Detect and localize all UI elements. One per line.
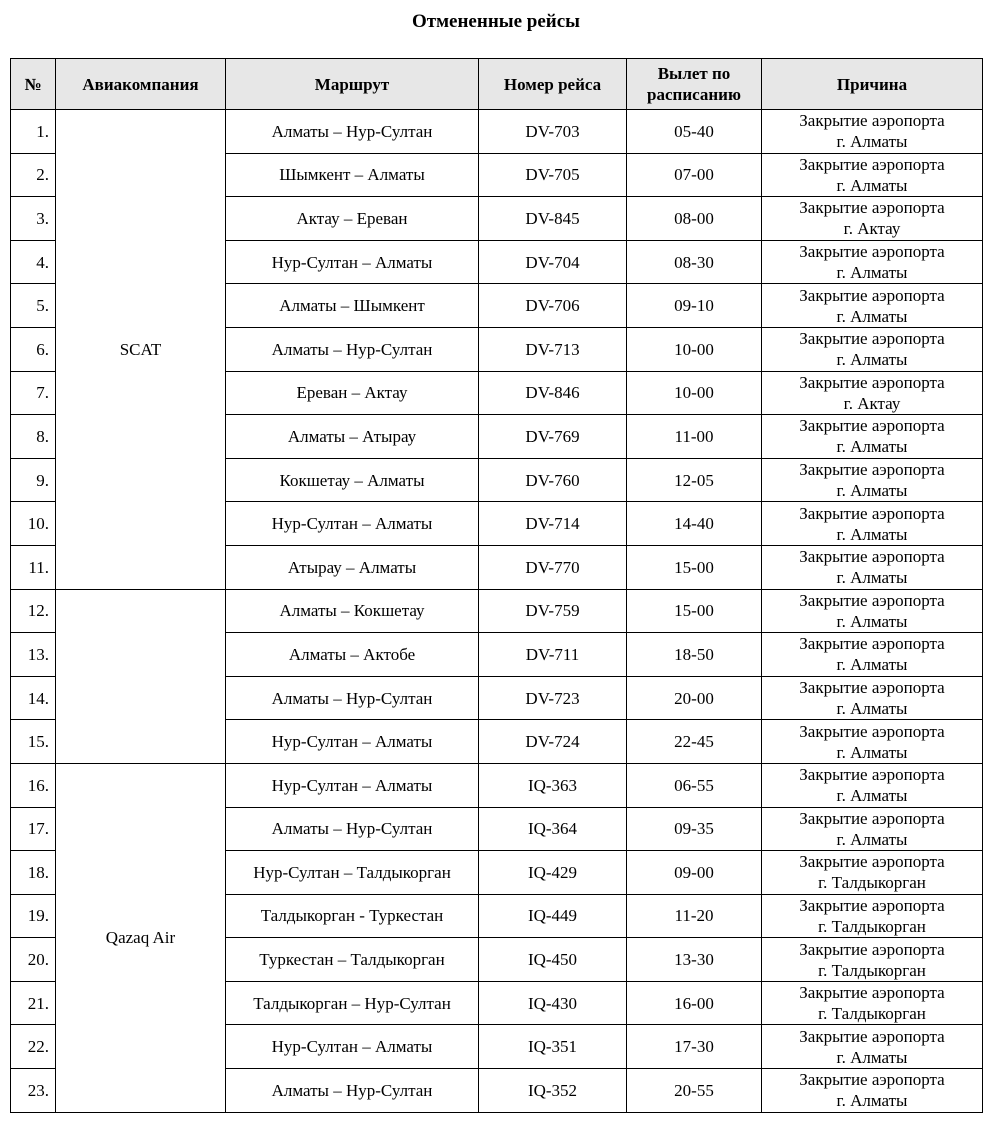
reason-text: Закрытие аэропорта	[799, 852, 945, 872]
reason-city: г. Алматы	[836, 655, 908, 675]
reason-city: г. Талдыкорган	[818, 916, 926, 936]
table-body	[11, 110, 983, 1113]
reason-city: г. Алматы	[836, 1047, 908, 1067]
route-cell: Талдыкорган – Нур-Султан	[226, 981, 479, 1025]
route-cell: Туркестан – Талдыкорган	[226, 938, 479, 982]
row-number: 4.	[11, 240, 56, 284]
reason-cell	[762, 240, 983, 284]
departure-time-cell: 18-50	[627, 633, 762, 677]
flight-number-cell: DV-845	[479, 197, 627, 241]
route-cell: Алматы – Нур-Султан	[226, 1069, 479, 1113]
reason-text: Закрытие аэропорта	[799, 372, 945, 392]
flight-number-cell: DV-724	[479, 720, 627, 764]
departure-time-cell: 08-30	[627, 240, 762, 284]
flight-number-cell: DV-704	[479, 240, 627, 284]
reason-city: г. Алматы	[836, 742, 908, 762]
reason-text: Закрытие аэропорта	[799, 242, 945, 262]
reason-city: г. Алматы	[836, 437, 908, 457]
departure-time-cell: 15-00	[627, 545, 762, 589]
reason-city: г. Алматы	[836, 132, 908, 152]
flight-number-cell: DV-713	[479, 327, 627, 371]
route-cell: Алматы – Нур-Султан	[226, 807, 479, 851]
flight-number-cell: IQ-351	[479, 1025, 627, 1069]
route-cell: Атырау – Алматы	[226, 545, 479, 589]
departure-time-cell: 12-05	[627, 458, 762, 502]
departure-time-cell: 09-00	[627, 851, 762, 895]
departure-time-cell: 10-00	[627, 327, 762, 371]
row-number: 19.	[11, 894, 56, 938]
reason-cell	[762, 763, 983, 807]
reason-city: г. Алматы	[836, 263, 908, 283]
flight-number-cell: IQ-363	[479, 763, 627, 807]
flight-number-cell: IQ-450	[479, 938, 627, 982]
airline-cell: SCAT	[56, 110, 226, 590]
reason-cell	[762, 807, 983, 851]
departure-time-cell: 17-30	[627, 1025, 762, 1069]
reason-text: Закрытие аэропорта	[799, 460, 945, 480]
reason-cell	[762, 458, 983, 502]
reason-city: г. Алматы	[836, 524, 908, 544]
reason-text: Закрытие аэропорта	[799, 1026, 945, 1046]
reason-text: Закрытие аэропорта	[799, 765, 945, 785]
reason-cell	[762, 502, 983, 546]
departure-time-cell: 11-20	[627, 894, 762, 938]
departure-time-cell: 14-40	[627, 502, 762, 546]
flight-number-cell: DV-714	[479, 502, 627, 546]
reason-cell	[762, 851, 983, 895]
reason-city: г. Талдыкорган	[818, 1004, 926, 1024]
header-row	[11, 59, 983, 110]
reason-city: г. Талдыкорган	[818, 873, 926, 893]
route-cell: Алматы – Нур-Султан	[226, 110, 479, 154]
row-number: 22.	[11, 1025, 56, 1069]
header-num: №	[11, 59, 56, 110]
reason-cell	[762, 1069, 983, 1113]
row-number: 1.	[11, 110, 56, 154]
reason-text: Закрытие аэропорта	[799, 808, 945, 828]
departure-time-cell: 22-45	[627, 720, 762, 764]
reason-city: г. Алматы	[836, 786, 908, 806]
reason-text: Закрытие аэропорта	[799, 416, 945, 436]
row-number: 5.	[11, 284, 56, 328]
route-cell: Кокшетау – Алматы	[226, 458, 479, 502]
reason-cell	[762, 327, 983, 371]
route-cell: Ереван – Актау	[226, 371, 479, 415]
cancelled-flights-table	[10, 58, 983, 1113]
row-number: 6.	[11, 327, 56, 371]
row-number: 8.	[11, 415, 56, 459]
reason-text: Закрытие аэропорта	[799, 895, 945, 915]
header-airline: Авиакомпания	[56, 59, 226, 110]
row-number: 12.	[11, 589, 56, 633]
route-cell: Алматы – Шымкент	[226, 284, 479, 328]
reason-cell	[762, 110, 983, 154]
table-row	[11, 763, 983, 807]
reason-cell	[762, 545, 983, 589]
departure-time-cell: 08-00	[627, 197, 762, 241]
reason-cell	[762, 197, 983, 241]
reason-city: г. Алматы	[836, 1091, 908, 1111]
reason-cell	[762, 1025, 983, 1069]
reason-cell	[762, 284, 983, 328]
row-number: 21.	[11, 981, 56, 1025]
header-flight-number: Номер рейса	[479, 59, 627, 110]
reason-cell	[762, 371, 983, 415]
reason-city: г. Алматы	[836, 481, 908, 501]
reason-city: г. Алматы	[836, 611, 908, 631]
table-row	[11, 110, 983, 154]
reason-cell	[762, 633, 983, 677]
route-cell: Нур-Султан – Талдыкорган	[226, 851, 479, 895]
row-number: 18.	[11, 851, 56, 895]
departure-time-cell: 07-00	[627, 153, 762, 197]
reason-city: г. Алматы	[836, 699, 908, 719]
flight-number-cell: DV-705	[479, 153, 627, 197]
departure-time-cell: 09-35	[627, 807, 762, 851]
route-cell: Талдыкорган - Туркестан	[226, 894, 479, 938]
flight-number-cell: IQ-352	[479, 1069, 627, 1113]
departure-time-cell: 11-00	[627, 415, 762, 459]
departure-time-cell: 20-00	[627, 676, 762, 720]
reason-text: Закрытие аэропорта	[799, 154, 945, 174]
flight-number-cell: DV-723	[479, 676, 627, 720]
row-number: 20.	[11, 938, 56, 982]
flight-number-cell: IQ-429	[479, 851, 627, 895]
reason-text: Закрытие аэропорта	[799, 939, 945, 959]
reason-cell	[762, 894, 983, 938]
reason-cell	[762, 720, 983, 764]
departure-time-cell: 15-00	[627, 589, 762, 633]
departure-time-cell: 10-00	[627, 371, 762, 415]
header-reason: Причина	[762, 59, 983, 110]
route-cell: Нур-Султан – Алматы	[226, 240, 479, 284]
reason-text: Закрытие аэропорта	[799, 329, 945, 349]
reason-city: г. Алматы	[836, 350, 908, 370]
row-number: 9.	[11, 458, 56, 502]
route-cell: Актау – Ереван	[226, 197, 479, 241]
route-cell: Нур-Султан – Алматы	[226, 502, 479, 546]
route-cell: Нур-Султан – Алматы	[226, 720, 479, 764]
row-number: 17.	[11, 807, 56, 851]
flight-number-cell: DV-846	[479, 371, 627, 415]
row-number: 23.	[11, 1069, 56, 1113]
airline-cell: Qazaq Air	[56, 763, 226, 1112]
row-number: 7.	[11, 371, 56, 415]
row-number: 16.	[11, 763, 56, 807]
departure-time-cell: 13-30	[627, 938, 762, 982]
reason-city: г. Алматы	[836, 568, 908, 588]
reason-cell	[762, 589, 983, 633]
route-cell: Нур-Султан – Алматы	[226, 1025, 479, 1069]
reason-cell	[762, 415, 983, 459]
flight-number-cell: DV-770	[479, 545, 627, 589]
route-cell: Шымкент – Алматы	[226, 153, 479, 197]
reason-text: Закрытие аэропорта	[799, 285, 945, 305]
reason-text: Закрытие аэропорта	[799, 503, 945, 523]
page-title: Отмененные рейсы	[412, 11, 580, 32]
flight-number-cell: DV-711	[479, 633, 627, 677]
row-number: 11.	[11, 545, 56, 589]
reason-text: Закрытие аэропорта	[799, 111, 945, 131]
departure-time-cell: 09-10	[627, 284, 762, 328]
header-route: Маршрут	[226, 59, 479, 110]
row-number: 14.	[11, 676, 56, 720]
departure-time-cell: 06-55	[627, 763, 762, 807]
departure-time-cell: 20-55	[627, 1069, 762, 1113]
reason-cell	[762, 676, 983, 720]
flight-number-cell: DV-703	[479, 110, 627, 154]
flight-number-cell: IQ-364	[479, 807, 627, 851]
row-number: 15.	[11, 720, 56, 764]
route-cell: Алматы – Нур-Султан	[226, 327, 479, 371]
row-number: 10.	[11, 502, 56, 546]
flight-number-cell: DV-769	[479, 415, 627, 459]
reason-city: г. Талдыкорган	[818, 960, 926, 980]
route-cell: Алматы – Кокшетау	[226, 589, 479, 633]
reason-text: Закрытие аэропорта	[799, 721, 945, 741]
reason-text: Закрытие аэропорта	[799, 547, 945, 567]
reason-text: Закрытие аэропорта	[799, 634, 945, 654]
reason-text: Закрытие аэропорта	[799, 1070, 945, 1090]
reason-cell	[762, 153, 983, 197]
departure-time-cell: 16-00	[627, 981, 762, 1025]
flight-number-cell: IQ-430	[479, 981, 627, 1025]
reason-city: г. Алматы	[836, 829, 908, 849]
flight-number-cell: IQ-449	[479, 894, 627, 938]
reason-cell	[762, 938, 983, 982]
route-cell: Алматы – Нур-Султан	[226, 676, 479, 720]
flight-number-cell: DV-706	[479, 284, 627, 328]
reason-cell	[762, 981, 983, 1025]
route-cell: Алматы – Актобе	[226, 633, 479, 677]
row-number: 3.	[11, 197, 56, 241]
departure-time-cell: 05-40	[627, 110, 762, 154]
reason-city: г. Алматы	[836, 175, 908, 195]
reason-text: Закрытие аэропорта	[799, 678, 945, 698]
reason-text: Закрытие аэропорта	[799, 983, 945, 1003]
flight-number-cell: DV-760	[479, 458, 627, 502]
reason-text: Закрытие аэропорта	[799, 198, 945, 218]
reason-city: г. Актау	[843, 393, 901, 413]
flight-number-cell: DV-759	[479, 589, 627, 633]
reason-city: г. Актау	[843, 219, 901, 239]
header-departure: Вылет по расписанию	[627, 59, 762, 110]
route-cell: Нур-Султан – Алматы	[226, 763, 479, 807]
table-row	[11, 589, 983, 633]
reason-text: Закрытие аэропорта	[799, 590, 945, 610]
row-number: 2.	[11, 153, 56, 197]
airline-cell	[56, 589, 226, 763]
reason-city: г. Алматы	[836, 306, 908, 326]
route-cell: Алматы – Атырау	[226, 415, 479, 459]
row-number: 13.	[11, 633, 56, 677]
